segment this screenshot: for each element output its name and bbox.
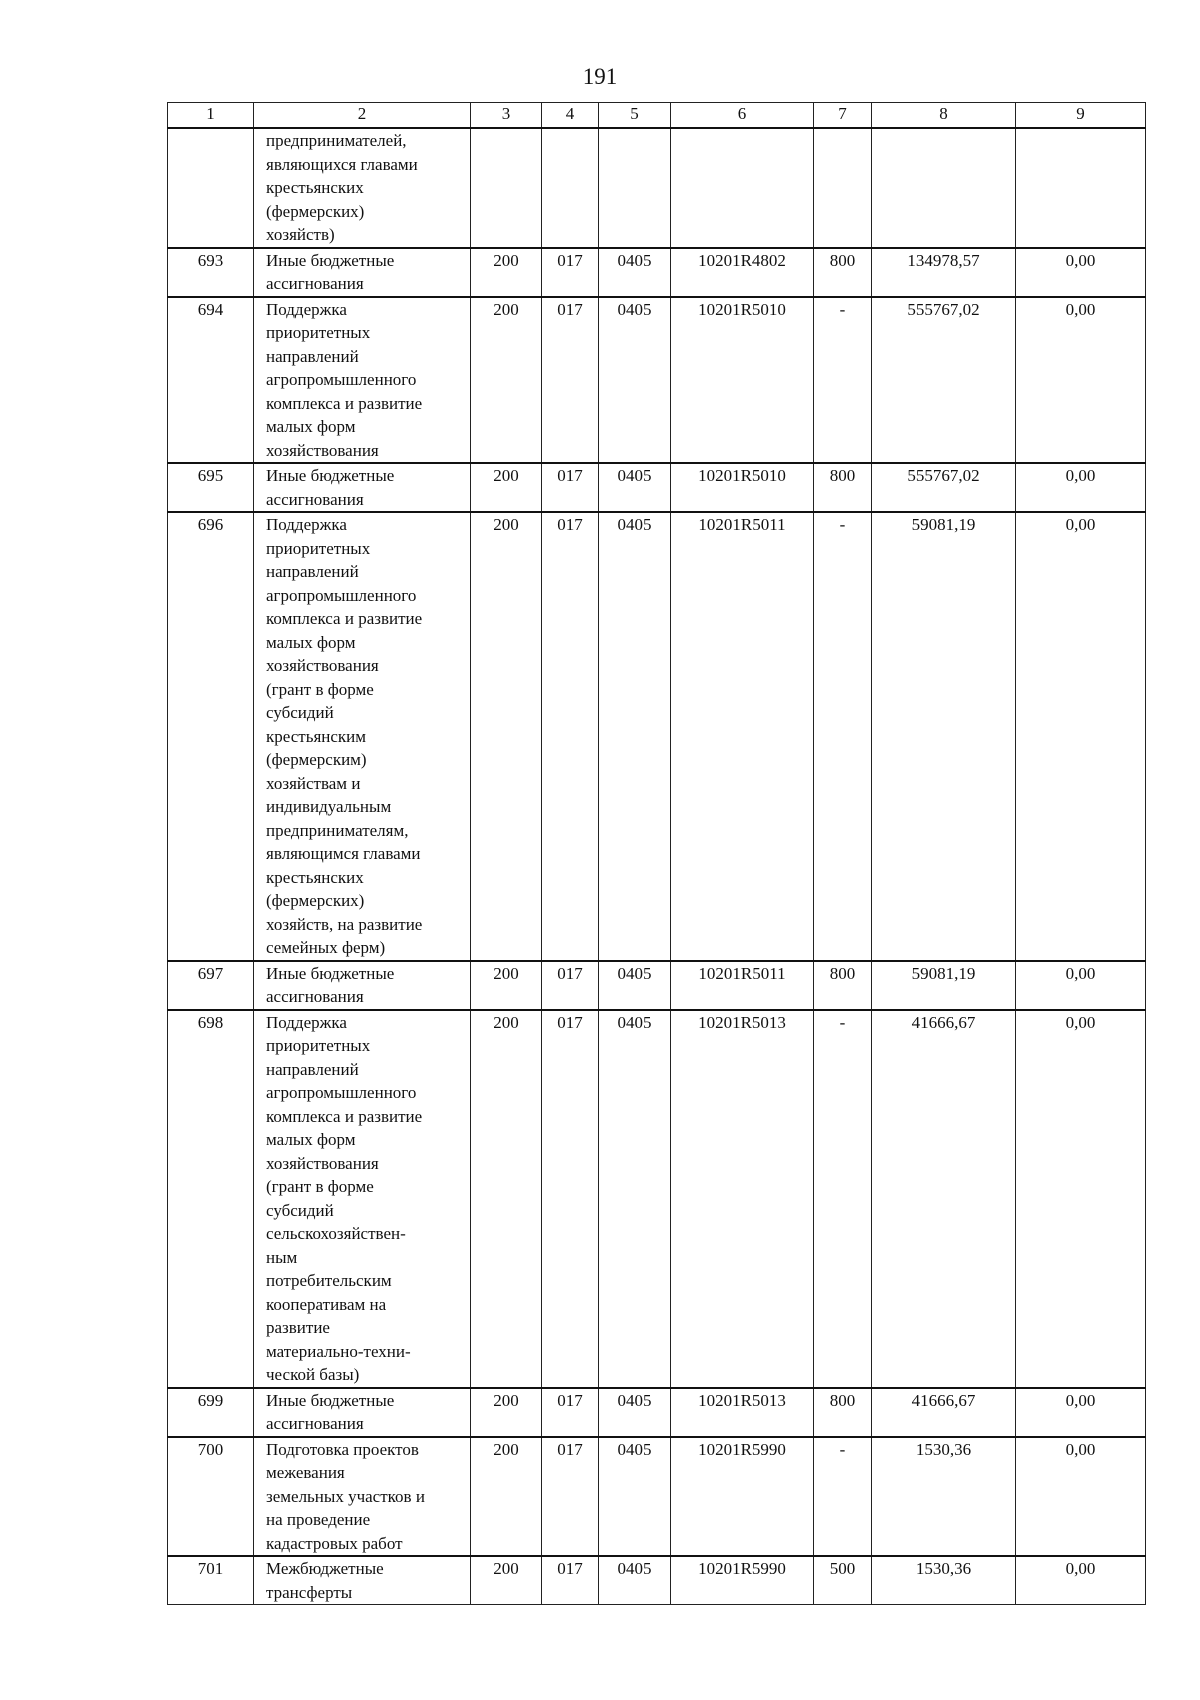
row-name-line: Поддержка (266, 515, 347, 534)
row-name-line: Иные бюджетные (266, 250, 395, 270)
row-name-line: крестьянским (266, 726, 367, 746)
target-article-cell: 10201R5011 (671, 512, 814, 961)
row-name-line: ческой базы) (266, 1365, 360, 1384)
row-name-line: комплекса и развитие (266, 1106, 423, 1126)
column-header: 9 (1016, 103, 1146, 129)
row-name-line: хозяйств) (266, 225, 335, 244)
target-article-cell: 10201R5013 (671, 1388, 814, 1437)
target-article-cell: 10201R5990 (671, 1556, 814, 1605)
row-name-cell (254, 463, 471, 512)
row-name-line: хозяйствования (266, 656, 379, 675)
amount-second-cell: 0,00 (1016, 248, 1146, 297)
table-row (168, 512, 1146, 961)
row-name-line: направлений (266, 1059, 359, 1079)
section-code-cell: 017 (542, 1437, 599, 1557)
budget-table (167, 102, 1146, 1605)
expense-type-cell: - (814, 1437, 872, 1557)
subsection-code-cell (599, 128, 671, 248)
expense-type-cell (814, 128, 872, 248)
row-name-line: ным (266, 1247, 298, 1267)
row-name-line: приоритетных (266, 538, 371, 558)
row-name-line: кадастровых работ (266, 1533, 403, 1553)
row-name-cell (254, 248, 471, 297)
row-number-cell: 694 (168, 297, 254, 464)
section-code-cell: 017 (542, 512, 599, 961)
page-number: 191 (582, 64, 618, 89)
column-header: 7 (814, 103, 872, 129)
table-row (168, 1437, 1146, 1557)
row-name-line: хозяйствования (266, 1153, 379, 1173)
row-number-cell: 697 (168, 961, 254, 1010)
row-name-line: приоритетных (266, 1036, 371, 1055)
row-name-cell (254, 512, 471, 961)
expense-type-cell: - (814, 1010, 872, 1388)
subsection-code-cell: 0405 (599, 463, 671, 512)
row-name-line: Иные бюджетные (266, 466, 395, 485)
row-name-line: комплекса и развитие (266, 393, 423, 413)
amount-second-cell: 0,00 (1016, 463, 1146, 512)
table-row (168, 248, 1146, 297)
table-row (168, 463, 1146, 512)
ministry-code-cell: 200 (471, 1556, 542, 1605)
amount-second-cell: 0,00 (1016, 297, 1146, 464)
row-name-line: (грант в форме (266, 679, 374, 699)
section-code-cell: 017 (542, 1010, 599, 1388)
table-row (168, 1010, 1146, 1388)
table-row (168, 1388, 1146, 1437)
amount-cell: 1530,36 (872, 1556, 1016, 1605)
row-name-line: направлений (266, 346, 359, 366)
row-name-line: Поддержка (266, 1012, 347, 1032)
row-name-line: агропромышленного (266, 370, 417, 389)
table-body (168, 128, 1146, 1605)
ministry-code-cell (471, 128, 542, 248)
row-name-line: приоритетных (266, 323, 371, 342)
section-code-cell: 017 (542, 961, 599, 1010)
row-name-line: (фермерских) (266, 201, 365, 221)
target-article-cell: 10201R5011 (671, 961, 814, 1010)
row-name-cell (254, 128, 471, 248)
amount-second-cell: 0,00 (1016, 961, 1146, 1010)
ministry-code-cell: 200 (471, 512, 542, 961)
row-name-cell (254, 1437, 471, 1557)
row-name-line: агропромышленного (266, 585, 417, 605)
row-name-line: Иные бюджетные (266, 1390, 395, 1410)
expense-type-cell: - (814, 512, 872, 961)
row-name-line: потребительским (266, 1271, 392, 1290)
row-name-line: Поддержка (266, 299, 347, 319)
column-header: 6 (671, 103, 814, 129)
section-code-cell: 017 (542, 463, 599, 512)
row-name-line: ассигнования (266, 987, 364, 1006)
row-name-line: Межбюджетные (266, 1559, 384, 1578)
amount-cell: 1530,36 (872, 1437, 1016, 1557)
subsection-code-cell: 0405 (599, 1556, 671, 1605)
table-row (168, 961, 1146, 1010)
row-name-line: являющихся главами (266, 154, 418, 174)
row-name-line: малых форм (266, 1130, 356, 1149)
target-article-cell (671, 128, 814, 248)
subsection-code-cell: 0405 (599, 1010, 671, 1388)
row-name-line: субсидий (266, 703, 334, 722)
table-row (168, 1556, 1146, 1605)
subsection-code-cell: 0405 (599, 248, 671, 297)
amount-second-cell: 0,00 (1016, 512, 1146, 961)
amount-second-cell: 0,00 (1016, 1388, 1146, 1437)
row-name-line: малых форм (266, 417, 356, 436)
ministry-code-cell: 200 (471, 961, 542, 1010)
subsection-code-cell: 0405 (599, 512, 671, 961)
ministry-code-cell: 200 (471, 1010, 542, 1388)
section-code-cell: 017 (542, 297, 599, 464)
row-number-cell: 701 (168, 1556, 254, 1605)
column-header: 5 (599, 103, 671, 129)
amount-cell: 59081,19 (872, 512, 1016, 961)
target-article-cell: 10201R5990 (671, 1437, 814, 1557)
row-number-cell: 698 (168, 1010, 254, 1388)
expense-type-cell: 500 (814, 1556, 872, 1605)
expense-type-cell: - (814, 297, 872, 464)
subsection-code-cell: 0405 (599, 1388, 671, 1437)
column-header: 1 (168, 103, 254, 129)
section-code-cell: 017 (542, 248, 599, 297)
ministry-code-cell: 200 (471, 297, 542, 464)
row-name-line: хозяйствования (266, 440, 379, 460)
amount-cell: 555767,02 (872, 463, 1016, 512)
row-name-line: предпринимателям, (266, 820, 409, 840)
row-number-cell: 700 (168, 1437, 254, 1557)
section-code-cell (542, 128, 599, 248)
row-name-line: хозяйств, на развитие (266, 914, 423, 934)
amount-cell: 41666,67 (872, 1388, 1016, 1437)
row-name-line: субсидий (266, 1200, 334, 1220)
row-name-line: крестьянских (266, 867, 364, 887)
row-name-cell (254, 297, 471, 464)
row-name-cell (254, 1556, 471, 1605)
row-name-line: хозяйствам и (266, 773, 361, 793)
section-code-cell: 017 (542, 1556, 599, 1605)
amount-second-cell: 0,00 (1016, 1437, 1146, 1557)
column-header: 3 (471, 103, 542, 129)
amount-second-cell: 0,00 (1016, 1010, 1146, 1388)
row-name-line: Подготовка проектов (266, 1439, 419, 1459)
row-name-line: на проведение (266, 1510, 371, 1529)
amount-cell: 59081,19 (872, 961, 1016, 1010)
amount-second-cell: 0,00 (1016, 1556, 1146, 1605)
row-name-line: (грант в форме (266, 1177, 374, 1196)
row-name-line: земельных участков и (266, 1486, 425, 1506)
target-article-cell: 10201R5010 (671, 297, 814, 464)
subsection-code-cell: 0405 (599, 1437, 671, 1557)
row-name-line: развитие (266, 1318, 330, 1337)
row-name-cell (254, 961, 471, 1010)
row-name-line: (фермерским) (266, 750, 367, 769)
row-name-line: комплекса и развитие (266, 609, 423, 628)
amount-cell: 41666,67 (872, 1010, 1016, 1388)
row-number-cell: 695 (168, 463, 254, 512)
row-name-line: ассигнования (266, 1414, 364, 1433)
row-name-line: трансферты (266, 1582, 353, 1602)
row-name-line: межевания (266, 1463, 345, 1482)
row-name-line: (фермерских) (266, 891, 365, 910)
expense-type-cell: 800 (814, 1388, 872, 1437)
ministry-code-cell: 200 (471, 463, 542, 512)
section-code-cell: 017 (542, 1388, 599, 1437)
row-name-line: агропромышленного (266, 1083, 417, 1102)
table-header-row (168, 103, 1146, 129)
row-name-cell (254, 1388, 471, 1437)
row-name-line: семейных ферм) (266, 938, 386, 957)
subsection-code-cell: 0405 (599, 961, 671, 1010)
row-name-line: индивидуальным (266, 797, 392, 816)
target-article-cell: 10201R5010 (671, 463, 814, 512)
row-name-line: малых форм (266, 632, 356, 652)
row-name-line: материально-техни- (266, 1341, 411, 1361)
row-name-line: ассигнования (266, 274, 364, 293)
row-name-line: ассигнования (266, 489, 364, 509)
row-name-line: являющимся главами (266, 844, 421, 863)
target-article-cell: 10201R4802 (671, 248, 814, 297)
row-name-line: крестьянских (266, 178, 364, 197)
target-article-cell: 10201R5013 (671, 1010, 814, 1388)
row-name-line: кооперативам на (266, 1294, 387, 1314)
row-name-line: направлений (266, 562, 359, 581)
expense-type-cell: 800 (814, 248, 872, 297)
amount-cell: 555767,02 (872, 297, 1016, 464)
ministry-code-cell: 200 (471, 248, 542, 297)
column-header: 4 (542, 103, 599, 129)
subsection-code-cell: 0405 (599, 297, 671, 464)
row-number-cell (168, 128, 254, 248)
amount-cell: 134978,57 (872, 248, 1016, 297)
row-name-line: предпринимателей, (266, 131, 407, 150)
row-name-line: Иные бюджетные (266, 963, 395, 983)
ministry-code-cell: 200 (471, 1437, 542, 1557)
expense-type-cell: 800 (814, 463, 872, 512)
row-number-cell: 696 (168, 512, 254, 961)
ministry-code-cell: 200 (471, 1388, 542, 1437)
amount-second-cell (1016, 128, 1146, 248)
row-name-cell (254, 1010, 471, 1388)
row-name-line: сельскохозяйствен- (266, 1224, 406, 1243)
row-number-cell: 693 (168, 248, 254, 297)
column-header: 2 (254, 103, 471, 129)
table-row (168, 297, 1146, 464)
expense-type-cell: 800 (814, 961, 872, 1010)
row-number-cell: 699 (168, 1388, 254, 1437)
amount-cell (872, 128, 1016, 248)
column-header: 8 (872, 103, 1016, 129)
table-row (168, 128, 1146, 248)
